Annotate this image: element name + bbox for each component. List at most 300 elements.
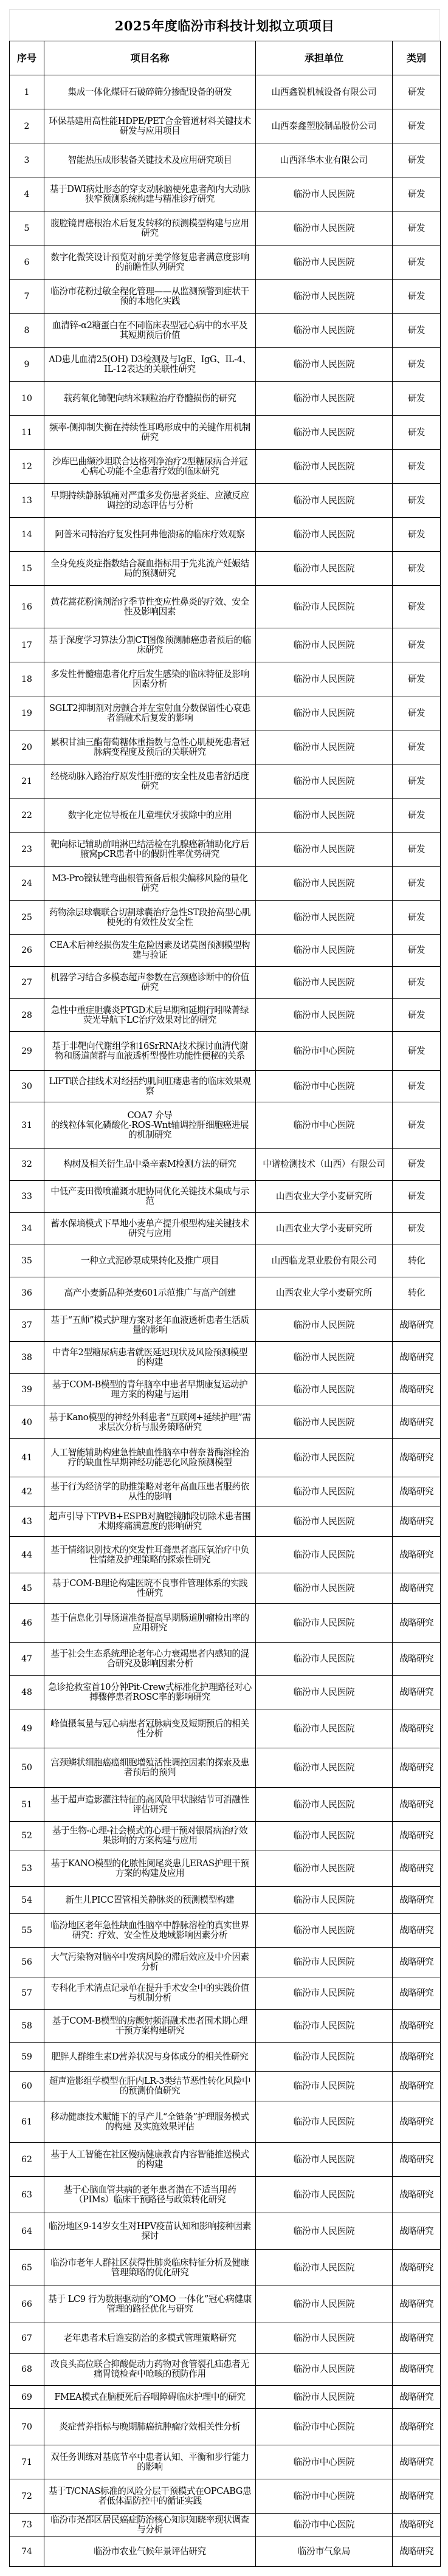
project-name: CEA术后神经损伤发生危险因素及诺莫图预测模型构建与验证	[44, 935, 256, 967]
project-category: 战略研究	[393, 1643, 441, 1676]
project-category: 研发	[393, 901, 441, 935]
row-number: 39	[10, 1374, 44, 1406]
undertaking-unit: 临汾市人民医院	[256, 867, 393, 901]
column-header-unit: 承担单位	[256, 41, 393, 75]
table-row	[10, 730, 441, 764]
row-number: 43	[10, 1506, 44, 1537]
undertaking-unit: 临汾市人民医院	[256, 662, 393, 696]
project-category: 战略研究	[393, 2177, 441, 2213]
undertaking-unit: 临汾市人民医院	[256, 2354, 393, 2386]
undertaking-unit: 山西农业大学小麦研究所	[256, 1213, 393, 1245]
project-category: 战略研究	[393, 2286, 441, 2323]
project-name: COA7 介导 的线粒体氧化磷酸化-ROS-Wnt轴调控肝细胞癌进展的机制研究	[44, 1102, 256, 1149]
row-number: 72	[10, 2479, 44, 2514]
table-row	[10, 450, 441, 484]
row-number: 68	[10, 2354, 44, 2386]
project-name: 临汾市花粉过敏全程化管理——从监测预警到症状干预的本地化实践	[44, 280, 256, 314]
undertaking-unit: 山西鑫锐机械设备有限公司	[256, 75, 393, 109]
table-row	[10, 2323, 441, 2354]
undertaking-unit: 临汾市中心医院	[256, 1032, 393, 1071]
row-number: 52	[10, 1822, 44, 1850]
project-category: 战略研究	[393, 1477, 441, 1506]
title-bar	[9, 9, 440, 41]
row-number: 42	[10, 1477, 44, 1506]
project-name: 频率-侧抑制失衡在持续性耳鸣形成中的关键作用机制研究	[44, 416, 256, 450]
row-number: 26	[10, 935, 44, 967]
table-row	[10, 246, 441, 280]
undertaking-unit: 临汾市人民医院	[256, 1477, 393, 1506]
row-number: 20	[10, 730, 44, 764]
table-row	[10, 1245, 441, 1277]
table-row	[10, 1977, 441, 2010]
undertaking-unit: 临汾市人民医院	[256, 484, 393, 518]
project-name: 基于T/CNAS标准的风险分层干预模式在OPCABG患者低体温防控中的循证实践	[44, 2479, 256, 2514]
project-category: 研发	[393, 109, 441, 143]
project-name: 累积甘油三酯葡萄糖体重指数与急性心肌梗死患者冠脉病变程度及预后的关联研究	[44, 730, 256, 764]
project-name: 基于COM-B理论构建医院不良事件管理体系的实践性研究	[44, 1573, 256, 1604]
row-number: 45	[10, 1573, 44, 1604]
undertaking-unit: 临汾市人民医院	[256, 730, 393, 764]
undertaking-unit: 临汾市人民医院	[256, 1374, 393, 1406]
undertaking-unit: 临汾市人民医院	[256, 1887, 393, 1914]
project-category: 研发	[393, 799, 441, 833]
project-name: 临汾地区9-14岁女生对HPV疫苗认知和影响接种因素探讨	[44, 2213, 256, 2250]
undertaking-unit: 临汾市人民医院	[256, 1914, 393, 1948]
table-row	[10, 967, 441, 999]
table-row	[10, 2514, 441, 2537]
table-row	[10, 1709, 441, 1748]
undertaking-unit: 临汾市人民医院	[256, 2010, 393, 2043]
row-number: 14	[10, 518, 44, 552]
undertaking-unit: 临汾市人民医院	[256, 211, 393, 246]
project-name: 一种立式泥砂泵成果转化及推广项目	[44, 1245, 256, 1277]
project-name: 构树及相关衍生品中桑辛素M检测方法的研究	[44, 1149, 256, 1181]
undertaking-unit: 临汾市人民医院	[256, 999, 393, 1032]
project-name: 临汾地区老年急性缺血性脑卒中静脉溶栓的真实世界研究：疗效、安全性及地域影响因素分析	[44, 1914, 256, 1948]
project-name: SGLT2抑制剂对房颤合并左室射血分数保留性心衰患者消融术后复发的影响	[44, 696, 256, 730]
undertaking-unit: 临汾市人民医院	[256, 552, 393, 586]
undertaking-unit: 临汾市人民医院	[256, 2250, 393, 2286]
column-header-project-name: 项目名称	[44, 41, 256, 75]
project-category: 研发	[393, 552, 441, 586]
table-row	[10, 901, 441, 935]
project-name: 高产小麦新品种尧麦601示范推广与高产创建	[44, 1277, 256, 1310]
project-category: 研发	[393, 1071, 441, 1102]
row-number: 12	[10, 450, 44, 484]
table-row	[10, 177, 441, 211]
project-name: 蓄水保墒模式下旱地小麦单产提升根型构建关键技术研究与应用	[44, 1213, 256, 1245]
project-category: 研发	[393, 662, 441, 696]
row-number: 2	[10, 109, 44, 143]
project-name: 基于超声造影灌注特征的高风险甲状腺结节可消融性评估研究	[44, 1788, 256, 1822]
project-category: 战略研究	[393, 1788, 441, 1822]
project-category: 战略研究	[393, 2354, 441, 2386]
undertaking-unit: 临汾市气象局	[256, 2537, 393, 2567]
table-row	[10, 1573, 441, 1604]
project-name: 阿普米司特治疗复发性阿弗他溃疡的临床疗效观察	[44, 518, 256, 552]
project-name: 急性中重症胆囊炎PTGD术后早期和延期行吲哚菁绿荧光导航下LC治疗效果对比的研究	[44, 999, 256, 1032]
undertaking-unit: 临汾市人民医院	[256, 1406, 393, 1439]
project-category: 研发	[393, 348, 441, 382]
undertaking-unit: 临汾市中心医院	[256, 2479, 393, 2514]
project-category: 战略研究	[393, 1748, 441, 1788]
project-category: 研发	[393, 628, 441, 662]
undertaking-unit: 临汾市人民医院	[256, 2386, 393, 2409]
row-number: 63	[10, 2177, 44, 2213]
undertaking-unit: 临汾市中心医院	[256, 2514, 393, 2537]
project-category: 研发	[393, 867, 441, 901]
row-number: 27	[10, 967, 44, 999]
project-category: 研发	[393, 450, 441, 484]
column-header-category: 类别	[393, 41, 441, 75]
row-number: 59	[10, 2043, 44, 2072]
project-name: 基于深度学习算法分割CT图像预测肺癌患者预后的临床研究	[44, 628, 256, 662]
table-row	[10, 628, 441, 662]
project-category: 研发	[393, 696, 441, 730]
row-number: 60	[10, 2072, 44, 2101]
table-row	[10, 1887, 441, 1914]
row-number: 41	[10, 1439, 44, 1477]
project-category: 研发	[393, 143, 441, 177]
row-number: 28	[10, 999, 44, 1032]
project-category: 战略研究	[393, 1537, 441, 1573]
row-number: 21	[10, 764, 44, 799]
project-category: 战略研究	[393, 2479, 441, 2514]
row-number: 7	[10, 280, 44, 314]
row-number: 55	[10, 1914, 44, 1948]
row-number: 1	[10, 75, 44, 109]
undertaking-unit: 临汾市中心医院	[256, 1071, 393, 1102]
row-number: 6	[10, 246, 44, 280]
undertaking-unit: 临汾市人民医院	[256, 2177, 393, 2213]
table-row	[10, 833, 441, 867]
undertaking-unit: 临汾市人民医院	[256, 628, 393, 662]
row-number: 16	[10, 586, 44, 628]
project-name: 基于 LC9 行为数据驱动的“OMO 一体化”冠心病健康管理的路径优化与研究	[44, 2286, 256, 2323]
project-category: 战略研究	[393, 2386, 441, 2409]
row-number: 30	[10, 1071, 44, 1102]
undertaking-unit: 临汾市人民医院	[256, 1748, 393, 1788]
project-category: 战略研究	[393, 2409, 441, 2445]
row-number: 24	[10, 867, 44, 901]
row-number: 25	[10, 901, 44, 935]
row-number: 23	[10, 833, 44, 867]
row-number: 69	[10, 2386, 44, 2409]
undertaking-unit: 临汾市人民医院	[256, 1977, 393, 2010]
project-category: 研发	[393, 999, 441, 1032]
table-row	[10, 1788, 441, 1822]
row-number: 61	[10, 2101, 44, 2143]
undertaking-unit: 临汾市人民医院	[256, 1537, 393, 1573]
project-category: 研发	[393, 314, 441, 348]
document-title: 2025年度临汾市科技计划拟立项项目	[114, 18, 335, 33]
project-category: 研发	[393, 586, 441, 628]
project-category: 研发	[393, 75, 441, 109]
table-row	[10, 1676, 441, 1709]
project-category: 研发	[393, 833, 441, 867]
row-number: 13	[10, 484, 44, 518]
table-row	[10, 348, 441, 382]
row-number: 62	[10, 2143, 44, 2177]
project-category: 研发	[393, 280, 441, 314]
undertaking-unit: 临汾市人民医院	[256, 1573, 393, 1604]
project-name: 多发性骨髓瘤患者化疗后发生感染的临床特征及影响因素分析	[44, 662, 256, 696]
project-category: 战略研究	[393, 1850, 441, 1887]
table-row	[10, 2143, 441, 2177]
row-number: 70	[10, 2409, 44, 2445]
project-name: FMEA模式在脑梗死后吞咽障碍临床护理中的研究	[44, 2386, 256, 2409]
project-table	[9, 41, 441, 2567]
table-row	[10, 1643, 441, 1676]
project-name: 超声引导下TPVB+ESPB对胸腔镜肺段切除术患者围术期疼痛满意度的影响研究	[44, 1506, 256, 1537]
project-name: 靶向标记辅助前哨淋巴结活检在乳腺癌新辅助化疗后腋窝pCR患者中的假阴性率优势研究	[44, 833, 256, 867]
row-number: 33	[10, 1181, 44, 1213]
project-name: 基于Kano模型的神经外科患者“互联网+延续护理”需求层次分析与服务策略研究	[44, 1406, 256, 1439]
table-row	[10, 935, 441, 967]
project-name: 载药氧化铈靶向纳米颗粒治疗脊髓损伤的研究	[44, 382, 256, 416]
project-name: 基于非靶向代谢组学和16SrRNA技术探讨血清代谢物和肠道菌群与血液透析型慢性功能性便秘的关系	[44, 1032, 256, 1071]
row-number: 57	[10, 1977, 44, 2010]
row-number: 48	[10, 1676, 44, 1709]
project-name: AD患儿血清25(OH) D3检测及与IgE、IgG、IL-4、IL-12表达的关联性研究	[44, 348, 256, 382]
project-list-sheet	[9, 9, 440, 2567]
project-category: 战略研究	[393, 1374, 441, 1406]
undertaking-unit: 临汾市人民医院	[256, 1604, 393, 1643]
project-name: 基于行为经济学的助推策略对老年高血压患者服药依从性的影响	[44, 1477, 256, 1506]
project-category: 战略研究	[393, 1506, 441, 1537]
undertaking-unit: 山西泽华木业有限公司	[256, 143, 393, 177]
row-number: 51	[10, 1788, 44, 1822]
undertaking-unit: 临汾市中心医院	[256, 2445, 393, 2479]
row-number: 9	[10, 348, 44, 382]
table-row	[10, 143, 441, 177]
table-row	[10, 1948, 441, 1977]
row-number: 65	[10, 2250, 44, 2286]
undertaking-unit: 临汾市人民医院	[256, 416, 393, 450]
project-name: 基于情绪识别技术的突发性耳聋患者高压氧治疗中负性情绪及护理策略的探索性研究	[44, 1537, 256, 1573]
table-body	[10, 75, 441, 2567]
row-number: 5	[10, 211, 44, 246]
row-number: 17	[10, 628, 44, 662]
row-number: 36	[10, 1277, 44, 1310]
row-number: 46	[10, 1604, 44, 1643]
project-name: 基于COM-B模型的房颤射频消融术患者围术期心理干预方案构建研究	[44, 2010, 256, 2043]
row-number: 58	[10, 2010, 44, 2043]
row-number: 19	[10, 696, 44, 730]
row-number: 11	[10, 416, 44, 450]
project-category: 战略研究	[393, 1914, 441, 1948]
project-category: 研发	[393, 730, 441, 764]
project-name: 专科化手术清点记录单在提升手术安全中的实践价值与机制分析	[44, 1977, 256, 2010]
row-number: 74	[10, 2537, 44, 2567]
table-row	[10, 799, 441, 833]
project-category: 战略研究	[393, 2213, 441, 2250]
undertaking-unit: 临汾市人民医院	[256, 1948, 393, 1977]
column-header-no: 序号	[10, 41, 44, 75]
table-row	[10, 1850, 441, 1887]
table-row	[10, 1310, 441, 1342]
undertaking-unit: 临汾市人民医院	[256, 901, 393, 935]
row-number: 15	[10, 552, 44, 586]
table-row	[10, 586, 441, 628]
project-name: 移动健康技术赋能下的早产儿“全链条”护理服务模式的构建 及实施效果评估	[44, 2101, 256, 2143]
project-category: 研发	[393, 1102, 441, 1149]
project-name: 腹腔镜胃癌根治术后复发转移的预测模型构建与应用研究	[44, 211, 256, 246]
table-header-row	[10, 41, 441, 75]
project-category: 战略研究	[393, 2072, 441, 2101]
project-category: 战略研究	[393, 1676, 441, 1709]
table-row	[10, 211, 441, 246]
undertaking-unit: 临汾市人民医院	[256, 1788, 393, 1822]
row-number: 71	[10, 2445, 44, 2479]
project-name: 基于COM-B模型的青年脑卒中患者早期康复运动护理方案的构建与运用	[44, 1374, 256, 1406]
project-category: 研发	[393, 935, 441, 967]
row-number: 22	[10, 799, 44, 833]
undertaking-unit: 临汾市人民医院	[256, 314, 393, 348]
undertaking-unit: 临汾市人民医院	[256, 1310, 393, 1342]
undertaking-unit: 山西临龙泵业股份有限公司	[256, 1245, 393, 1277]
project-name: 基于社会生态系统理论老年心力衰竭患者内感知的混合研究及影响因素分析	[44, 1643, 256, 1676]
project-category: 研发	[393, 1149, 441, 1181]
project-category: 战略研究	[393, 1573, 441, 1604]
project-name: 双任务训练对基底节卒中患者认知、平衡和步行能力的影响	[44, 2445, 256, 2479]
project-name: 药物涂层球囊联合切割球囊治疗急性ST段抬高型心肌梗死的有效性及安全性	[44, 901, 256, 935]
undertaking-unit: 临汾市人民医院	[256, 1643, 393, 1676]
undertaking-unit: 临汾市人民医院	[256, 1709, 393, 1748]
undertaking-unit: 临汾市人民医院	[256, 1439, 393, 1477]
project-name: 基于信息化引导肠道准备提高早期肠道肿瘤检出率的应用研究	[44, 1604, 256, 1643]
row-number: 64	[10, 2213, 44, 2250]
table-row	[10, 2354, 441, 2386]
table-row	[10, 1213, 441, 1245]
table-row	[10, 1506, 441, 1537]
undertaking-unit: 山西泰鑫塑胶制品股份公司	[256, 109, 393, 143]
row-number: 56	[10, 1948, 44, 1977]
row-number: 73	[10, 2514, 44, 2537]
table-row	[10, 314, 441, 348]
project-name: 全身免疫炎症指数结合凝血指标用于先兆流产妊娠结局的预测研究	[44, 552, 256, 586]
table-row	[10, 2043, 441, 2072]
undertaking-unit: 临汾市人民医院	[256, 2323, 393, 2354]
project-name: 基于KANO模型的化脓性阑尾炎患儿ERAS护理干预方案的构建及应用	[44, 1850, 256, 1887]
project-name: 改良头高位联合抑酸促动力药物对食管裂孔疝患者无痛胃镜检查中呛咳的预防作用	[44, 2354, 256, 2386]
undertaking-unit: 临汾市人民医院	[256, 1506, 393, 1537]
undertaking-unit: 临汾市人民医院	[256, 764, 393, 799]
table-row	[10, 1822, 441, 1850]
table-row	[10, 2072, 441, 2101]
undertaking-unit: 临汾市人民医院	[256, 696, 393, 730]
undertaking-unit: 临汾市人民医院	[256, 935, 393, 967]
project-name: 临汾市老年人群社区获得性肺炎临床特征分析及健康管理策略的优化研究	[44, 2250, 256, 2286]
undertaking-unit: 临汾市人民医院	[256, 1342, 393, 1374]
row-number: 4	[10, 177, 44, 211]
project-name: 集成一体化煤矸石破碎筛分掺配设备的研发	[44, 75, 256, 109]
project-name: LIFT联合挂线术对经括约肌间肛瘘患者的临床效果观察	[44, 1071, 256, 1102]
undertaking-unit: 临汾市人民医院	[256, 177, 393, 211]
project-category: 战略研究	[393, 1948, 441, 1977]
undertaking-unit: 中谱检测技术（山西）有限公司	[256, 1149, 393, 1181]
table-row	[10, 1477, 441, 1506]
project-category: 战略研究	[393, 2043, 441, 2072]
project-category: 研发	[393, 967, 441, 999]
project-category: 战略研究	[393, 2445, 441, 2479]
table-row	[10, 2286, 441, 2323]
row-number: 67	[10, 2323, 44, 2354]
project-name: 临汾市尧都区居民癌症防治核心知识知晓率现状调查与分析	[44, 2514, 256, 2537]
project-category: 战略研究	[393, 1887, 441, 1914]
table-row	[10, 2101, 441, 2143]
table-row	[10, 1149, 441, 1181]
table-row	[10, 484, 441, 518]
table-row	[10, 75, 441, 109]
row-number: 37	[10, 1310, 44, 1342]
project-category: 战略研究	[393, 2514, 441, 2537]
undertaking-unit: 临汾市人民医院	[256, 518, 393, 552]
table-row	[10, 2445, 441, 2479]
row-number: 18	[10, 662, 44, 696]
project-category: 研发	[393, 246, 441, 280]
table-row	[10, 662, 441, 696]
project-category: 研发	[393, 1032, 441, 1071]
table-row	[10, 999, 441, 1032]
undertaking-unit: 临汾市人民医院	[256, 2072, 393, 2101]
undertaking-unit: 临汾市人民医院	[256, 2213, 393, 2250]
project-category: 研发	[393, 764, 441, 799]
undertaking-unit: 临汾市人民医院	[256, 2286, 393, 2323]
project-category: 研发	[393, 416, 441, 450]
row-number: 32	[10, 1149, 44, 1181]
project-name: 数字化定位导板在儿童埋伏牙拔除中的应用	[44, 799, 256, 833]
undertaking-unit: 临汾市人民医院	[256, 348, 393, 382]
project-name: 峰值摄氧量与冠心病患者冠脉病变及短期预后的相关性分析	[44, 1709, 256, 1748]
undertaking-unit: 临汾市中心医院	[256, 1102, 393, 1149]
table-row	[10, 2250, 441, 2286]
row-number: 10	[10, 382, 44, 416]
project-name: 沙库巴曲缬沙坦联合达格列净治疗2型糖尿病合并冠心病心功能不全患者疗效的临床研究	[44, 450, 256, 484]
project-name: 中低产麦田微喷灌溉水肥协同优化关键技术集成与示范	[44, 1181, 256, 1213]
table-row	[10, 109, 441, 143]
undertaking-unit: 临汾市人民医院	[256, 280, 393, 314]
undertaking-unit: 临汾市中心医院	[256, 2409, 393, 2445]
row-number: 40	[10, 1406, 44, 1439]
project-category: 战略研究	[393, 1604, 441, 1643]
project-category: 战略研究	[393, 1342, 441, 1374]
table-row	[10, 1406, 441, 1439]
row-number: 38	[10, 1342, 44, 1374]
table-row	[10, 382, 441, 416]
project-category: 战略研究	[393, 1406, 441, 1439]
project-name: 大气污染物对脑卒中发病风险的滞后效应及中介因素分析	[44, 1948, 256, 1977]
project-name: 新生儿PICC置管相关静脉炎的预测模型构建	[44, 1887, 256, 1914]
project-category: 转化	[393, 1245, 441, 1277]
row-number: 47	[10, 1643, 44, 1676]
undertaking-unit: 临汾市人民医院	[256, 2101, 393, 2143]
row-number: 29	[10, 1032, 44, 1071]
table-row	[10, 1439, 441, 1477]
project-name: 经桡动脉入路治疗原发性肝癌的安全性及患者舒适度研究	[44, 764, 256, 799]
row-number: 44	[10, 1537, 44, 1573]
undertaking-unit: 山西农业大学小麦研究所	[256, 1181, 393, 1213]
project-name: 临汾市农业气候年景评估研究	[44, 2537, 256, 2567]
project-category: 研发	[393, 382, 441, 416]
table-row	[10, 1277, 441, 1310]
project-category: 研发	[393, 1213, 441, 1245]
project-name: 肥胖人群维生素D营养状况与身体成分的相关性研究	[44, 2043, 256, 2072]
table-row	[10, 2409, 441, 2445]
project-name: 宫颈鳞状细胞癌癌细胞增殖活性调控因素的探索及患者预后的预判	[44, 1748, 256, 1788]
row-number: 34	[10, 1213, 44, 1245]
undertaking-unit: 临汾市人民医院	[256, 2043, 393, 2072]
